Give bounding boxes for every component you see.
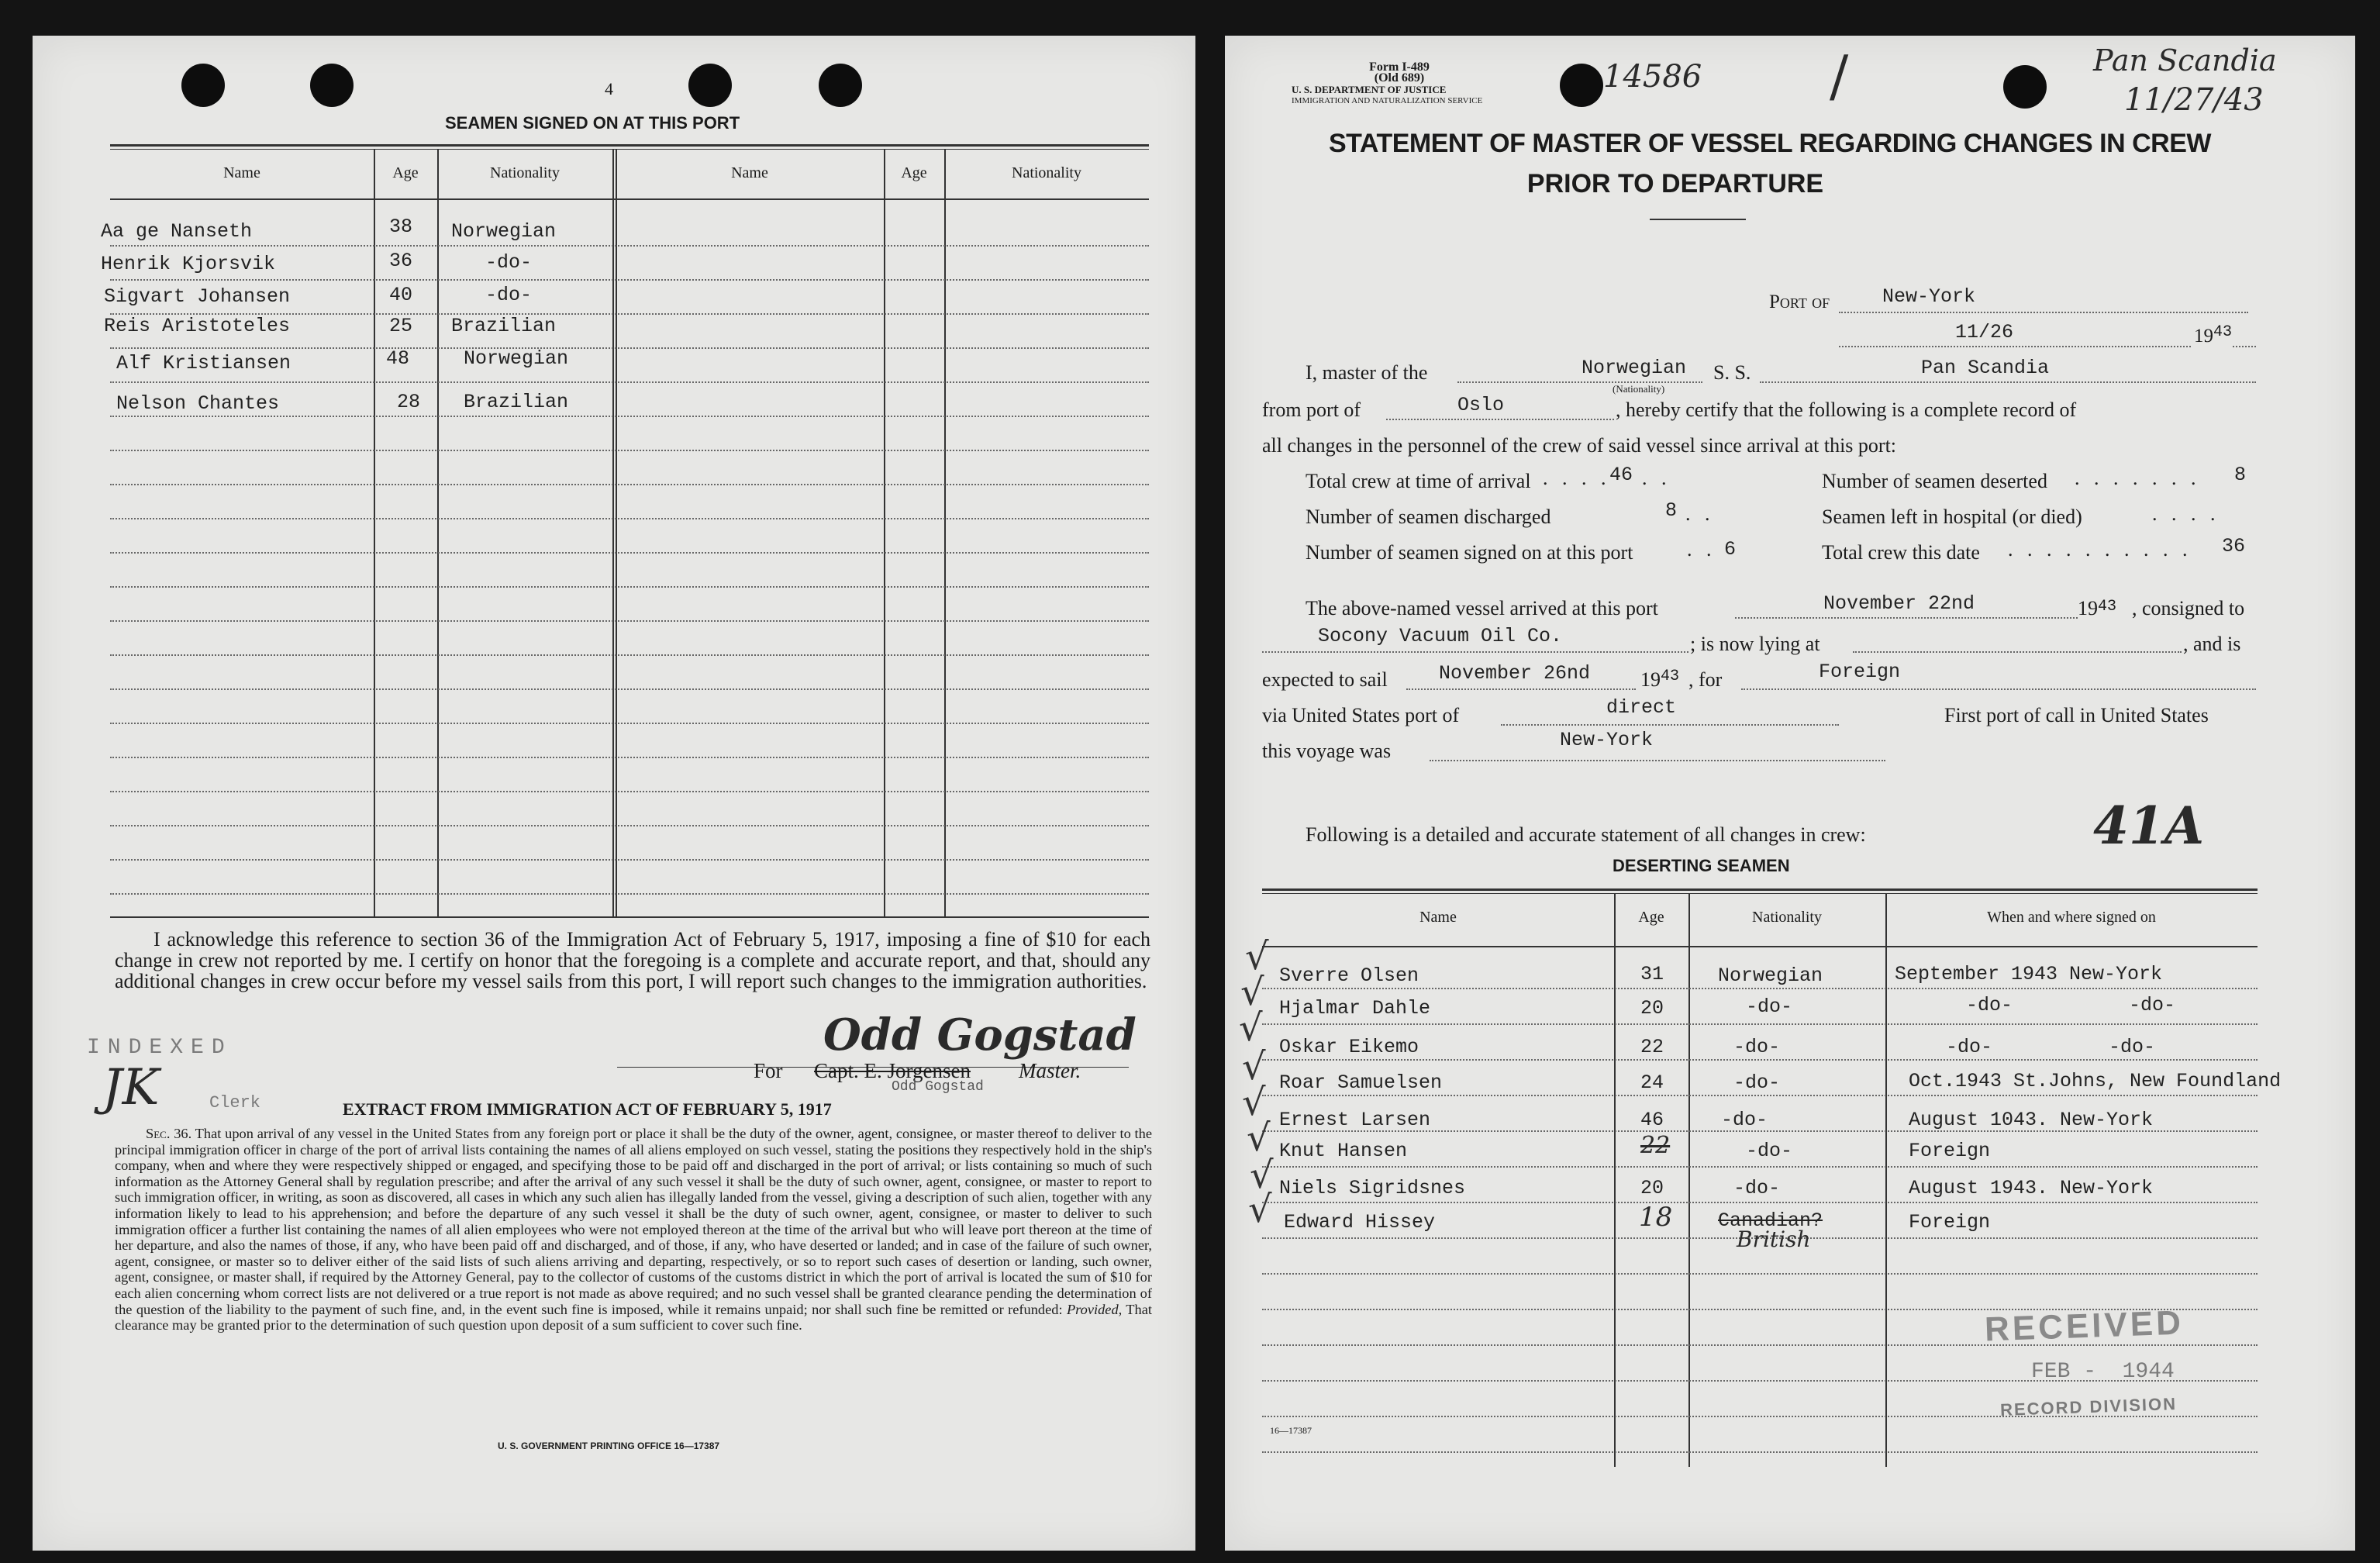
seaman-nationality: Norwegian — [464, 347, 569, 370]
total-crew-arrival-label: Total crew at time of arrival — [1306, 470, 1531, 492]
arrived-line — [1735, 617, 2078, 619]
column-divider — [437, 149, 439, 916]
col-header-nationality: Nationality — [490, 164, 560, 181]
punch-hole — [181, 64, 225, 107]
check-mark: √ — [1245, 935, 1269, 978]
form-old-number: (Old 689) — [1374, 71, 1425, 85]
col-header-age: Age — [1638, 909, 1664, 926]
table-bottom-rule — [110, 916, 1149, 918]
deserting-title: DESERTING SEAMEN — [1613, 856, 1790, 875]
extract-text — [115, 1126, 1152, 1334]
deserter-nationality: Norwegian — [1718, 964, 1823, 987]
table-row-rule — [110, 586, 1149, 588]
table-top-rule — [110, 149, 1149, 150]
check-mark: √ — [1239, 1006, 1263, 1050]
year-prefix: 19 — [1640, 668, 1661, 691]
deserter-nationality: -do- — [1721, 1109, 1768, 1131]
extract-body: That upon arrival of any vessel in the United States from any foreign port or place it shall be the duty of the owner, agent, consignee, or master thereof to deliver to the principal immigration officer in charge of the port of arrival lists containing the names of all aliens employed on such vessel, stating the positions they respectively hold in the ship's company, when and where they were respectively shipped or engaged, and specifying those to be paid off and discharged in the port of arrival; or lists containing so much of such information as the Attorney General shall by regulation prescribe; and after the arrival of any such vessel it shall be the duty of such owner, agent, consignee, or master to report to such immigration officer, in writing, as soon as discovered, all cases in which any such alien has illegally landed from the vessel, giving a description of such alien, together with any information likely to lead to his apprehension; and before the departure of any such vessel it shall be the duty of such owner, agent, consignee, or master to deliver to such immigration officer a further list containing the names of all alien employees who were not employed thereon at the time of the arrival but who will leave port thereon at the time of her departure, and also the names of those, if any, who have been paid off and discharged, and of those, if any, who have deserted or landed; and in case of the failure of such owner, agent, consignee, or master so to deliver either of the said lists of such aliens arriving and departing, respectively, or so to report such cases of desertion or landing, such owner, agent, consignee, or master shall, if required by the Attorney General, pay to the collector of customs of the customs district in which the port of arrival is located the sum of $10 for each alien concerning whom correct lists are not delivered or a true report is not made as above required; and no such vessel shall be granted clearance pending the determination of the question of the liability to the payment of such fine, and, in the event such fine is imposed, while it remains unpaid; nor shall such fine be remitted or refunded: — [115, 1126, 1153, 1317]
leader-dots: . . . . . . . . . . — [2008, 538, 2192, 561]
consignee-line — [1262, 651, 1688, 653]
form-number-block — [1349, 62, 1450, 84]
discharged: 8 — [1665, 499, 1678, 522]
table-row-rule — [110, 484, 1149, 485]
deserter-signed-on: September 1943 New-York — [1895, 963, 2163, 985]
arrived-value: November 22nd — [1823, 592, 1975, 615]
column-divider — [884, 149, 885, 916]
col-header-nationality: Nationality — [1012, 164, 1081, 181]
extract-title: EXTRACT FROM IMMIGRATION ACT OF FEBRUARY 5, 1917 — [343, 1099, 832, 1119]
table-top-rule — [1262, 893, 2258, 894]
signed-on-label: Number of seamen signed on at this port — [1306, 541, 1633, 564]
seaman-age: 38 — [389, 216, 413, 238]
extract-section-label: Sec. 36. — [146, 1126, 192, 1141]
table-row-rule — [110, 791, 1149, 792]
printing-office: U. S. GOVERNMENT PRINTING OFFICE 16—17387 — [498, 1441, 720, 1451]
destination: Foreign — [1819, 661, 1901, 683]
signature-typed-name: Odd Gogstad — [892, 1079, 984, 1095]
via-line — [1501, 724, 1839, 726]
master-label: Master. — [1019, 1059, 1081, 1082]
deserter-signed-on: Foreign — [1909, 1140, 1991, 1162]
seaman-age: 28 — [397, 391, 421, 413]
deserter-signed-on: Oct.1943 St.Johns, New Foundland — [1909, 1070, 2282, 1092]
ss-label: S. S. — [1713, 361, 1751, 384]
table-row-rule — [1262, 988, 2258, 989]
year — [2194, 323, 2233, 347]
seaman-name: Reis Aristoteles — [104, 315, 291, 337]
deserted: 8 — [2234, 464, 2247, 486]
lying-line — [1853, 651, 2182, 653]
section-title: SEAMEN SIGNED ON AT THIS PORT — [445, 113, 740, 133]
year-line — [2233, 346, 2256, 347]
col-header-name: Name — [1419, 909, 1457, 926]
table-row-rule — [110, 893, 1149, 895]
department: U. S. DEPARTMENT OF JUSTICE — [1292, 84, 1447, 95]
table-row-rule — [1262, 1023, 2258, 1025]
deserter-name: Knut Hansen — [1279, 1140, 1408, 1162]
received-stamp: RECEIVED — [1984, 1303, 2185, 1349]
check-mark: √ — [1247, 1116, 1271, 1160]
check-mark: / — [1830, 43, 1849, 109]
consigned-label: , consigned to — [2132, 597, 2245, 619]
arrived-year — [2078, 597, 2116, 620]
seaman-name: Nelson Chantes — [116, 392, 280, 415]
punch-hole — [1560, 64, 1603, 107]
deserter-nationality: Canadian? — [1718, 1209, 1823, 1232]
signed-on: 6 — [1724, 538, 1737, 561]
for-label: For — [754, 1059, 783, 1082]
table-header-rule — [1262, 946, 2258, 947]
table-row-rule — [110, 552, 1149, 554]
deserter-name: Oskar Eikemo — [1279, 1036, 1419, 1058]
sail-date-line — [1406, 688, 1636, 690]
deserter-signed-on: August 1043. New-York — [1909, 1109, 2154, 1131]
table-row-rule — [110, 825, 1149, 826]
total-crew-date-label: Total crew this date — [1822, 541, 1980, 564]
check-mark: √ — [1240, 971, 1264, 1014]
table-row-rule — [1262, 1273, 2258, 1275]
first-port-label: First port of call in United States — [1944, 704, 2209, 726]
table-row-rule — [110, 723, 1149, 724]
table-row-rule — [1262, 1451, 2258, 1453]
for-label: , for — [1688, 668, 1723, 691]
leader-dots: . . . . — [2152, 502, 2220, 525]
port-label: Port of — [1769, 292, 1830, 312]
from-port-value: Oslo — [1457, 394, 1505, 416]
deserter-nationality: -do- — [1733, 1177, 1781, 1199]
handwritten-date-note: 11/27/43 — [2124, 82, 2264, 118]
total-crew-date: 36 — [2222, 535, 2246, 557]
consignee: Socony Vacuum Oil Co. — [1318, 625, 1563, 647]
form-subtitle: PRIOR TO DEPARTURE — [1526, 169, 1824, 198]
deserter-age: 18 — [1639, 1202, 1673, 1233]
table-header-rule — [110, 198, 1149, 200]
struck-master-name: Capt. E. Jorgensen — [814, 1059, 971, 1082]
col-header-age: Age — [901, 164, 927, 181]
deserter-age: 22 — [1640, 1036, 1664, 1058]
col-header-age: Age — [392, 164, 419, 181]
table-row-rule — [110, 620, 1149, 622]
seaman-age: 40 — [389, 284, 413, 306]
table-top-rule — [1262, 888, 2258, 891]
deserter-name: Sverre Olsen — [1279, 964, 1419, 987]
seaman-nationality: Norwegian — [451, 220, 557, 243]
first-port-value: New-York — [1560, 729, 1654, 751]
table-row-rule — [110, 245, 1149, 247]
col-header-nationality: Nationality — [1752, 909, 1822, 926]
deserter-age: 22 — [1640, 1132, 1671, 1159]
column-divider — [374, 149, 375, 916]
leader-dots: . . — [1642, 467, 1671, 489]
from-port-line — [1386, 419, 1614, 420]
service: IMMIGRATION AND NATURALIZATION SERVICE — [1292, 96, 1483, 105]
changes-text: all changes in the personnel of the crew of said vessel since arrival at this port: — [1262, 434, 1897, 457]
table-row-rule — [110, 518, 1149, 519]
extract-tail: That clearance may be granted prior to the determination of such question upon deposit of a sum sufficient to cover such fine. — [115, 1301, 1152, 1334]
nationality-caption: (Nationality) — [1613, 383, 1665, 395]
table-row-rule — [110, 416, 1149, 417]
deserter-name: Edward Hissey — [1284, 1211, 1436, 1233]
deserter-name: Hjalmar Dahle — [1279, 997, 1431, 1020]
seaman-age: 48 — [386, 347, 410, 370]
table-row-rule — [110, 347, 1149, 349]
hospital-label: Seamen left in hospital (or died) — [1822, 505, 2082, 528]
table-row-rule — [110, 450, 1149, 451]
punch-hole — [310, 64, 354, 107]
and-is-label: , and is — [2183, 633, 2241, 655]
vessel-name: Pan Scandia — [1921, 357, 2050, 379]
col-header-name: Name — [731, 164, 768, 181]
received-date: FEB - 1944 — [2031, 1360, 2175, 1384]
indexed-initials: JK — [102, 1059, 160, 1116]
table-row-rule — [110, 859, 1149, 861]
year-prefix: 19 — [2194, 326, 2213, 347]
seaman-nationality: -do- — [485, 284, 533, 306]
year-prefix: 19 — [2078, 597, 2098, 619]
handwritten-vessel-note: Pan Scandia — [2093, 43, 2277, 78]
vessel-line — [1760, 381, 2256, 383]
column-divider — [616, 149, 617, 916]
deserter-nationality: -do- — [1746, 995, 1793, 1018]
destination-line — [1741, 688, 2256, 690]
date-line — [1839, 346, 2191, 347]
punch-hole — [2003, 65, 2047, 109]
deserter-signed-on: Foreign — [1909, 1211, 1991, 1233]
deserter-age: 31 — [1640, 963, 1664, 985]
seaman-nationality: -do- — [485, 251, 533, 274]
deserter-signed-on: August 1943. New-York — [1909, 1177, 2154, 1199]
lying-label: ; is now lying at — [1690, 633, 1820, 655]
date-value: 11/26 — [1955, 321, 2014, 343]
table-row-rule — [1262, 1059, 2258, 1061]
year-suffix: 43 — [2098, 598, 2117, 616]
seaman-name: Sigvart Johansen — [104, 285, 291, 308]
deserter-nationality: -do- — [1733, 1036, 1781, 1058]
deserter-name: Roar Samuelsen — [1279, 1071, 1443, 1094]
punch-hole — [688, 64, 732, 107]
seaman-nationality: Brazilian — [464, 391, 569, 413]
sail-year — [1640, 668, 1679, 692]
via-value: direct — [1606, 696, 1677, 719]
deserter-nationality: -do- — [1733, 1071, 1781, 1094]
page-number: 4 — [605, 79, 613, 98]
deserted-label: Number of seamen deserted — [1822, 470, 2047, 492]
punch-hole — [819, 64, 862, 107]
table-row-rule — [110, 688, 1149, 690]
deserter-signed-on: -do- -do- — [1946, 1036, 2156, 1058]
check-mark: √ — [1248, 1188, 1272, 1231]
deserter-age: 24 — [1640, 1071, 1664, 1094]
leader-dots: . . — [1685, 502, 1715, 525]
leader-dots: . . . . — [1543, 467, 1611, 489]
indexed-stamp: INDEXED — [87, 1036, 233, 1060]
deserter-nationality-correction: British — [1737, 1227, 1811, 1252]
port-line — [1839, 312, 2248, 313]
nationality-value: Norwegian — [1581, 357, 1687, 379]
seaman-age: 36 — [389, 250, 413, 272]
deserter-name: Niels Sigridsnes — [1279, 1177, 1466, 1199]
seaman-name: Aa ge Nanseth — [101, 220, 253, 243]
form-title: STATEMENT OF MASTER OF VESSEL REGARDING CHANGES IN CREW — [1329, 129, 2211, 158]
leader-dots: . . . . . . . — [2075, 467, 2201, 489]
col-header-signed-on: When and where signed on — [1987, 909, 2156, 926]
deserter-age: 20 — [1640, 997, 1664, 1020]
table-row-rule — [1262, 1095, 2258, 1096]
indexed-clerk: Clerk — [209, 1093, 261, 1113]
col-header-name: Name — [223, 164, 260, 181]
expected-label: expected to sail — [1262, 668, 1388, 691]
received-division: RECORD DIVISION — [1999, 1394, 2178, 1420]
right-page — [1225, 36, 2355, 1551]
deserter-signed-on: -do- -do- — [1966, 994, 2176, 1016]
master-of-label: I, master of the — [1306, 361, 1428, 384]
footer-code: 16—17387 — [1270, 1425, 1312, 1436]
master-signature: Odd Gogstad — [823, 1009, 1137, 1061]
table-top-rule — [110, 144, 1149, 147]
table-row-rule — [1262, 1166, 2258, 1168]
table-row-rule — [110, 381, 1149, 383]
total-crew-arrival: 46 — [1609, 464, 1633, 486]
sail-date: November 26nd — [1439, 662, 1591, 685]
via-label: via United States port of — [1262, 704, 1460, 726]
following-text: Following is a detailed and accurate statement of all changes in crew: — [1306, 823, 1866, 846]
certify-text: , hereby certify that the following is a complete record of — [1616, 399, 2077, 421]
port-value: New-York — [1882, 285, 1976, 308]
table-row-rule — [110, 654, 1149, 656]
year-suffix: 43 — [1661, 668, 1680, 685]
table-row-rule — [110, 279, 1149, 281]
form-number: Form I-489 — [1369, 60, 1430, 74]
first-port-line — [1430, 760, 1885, 761]
nationality-line — [1457, 381, 1702, 383]
deserter-nationality: -do- — [1746, 1140, 1793, 1162]
check-mark: √ — [1242, 1081, 1266, 1124]
seaman-age: 25 — [389, 315, 413, 337]
arrived-label: The above-named vessel arrived at this port — [1306, 597, 1658, 619]
title-rule — [1650, 219, 1746, 220]
table-row-rule — [110, 757, 1149, 758]
discharged-label: Number of seamen discharged — [1306, 505, 1551, 528]
column-divider — [612, 149, 614, 916]
extract-provided: Provided, — [1066, 1301, 1123, 1317]
deserter-name: Ernest Larsen — [1279, 1109, 1431, 1131]
seaman-nationality: Brazilian — [451, 315, 557, 337]
acknowledgement-text: I acknowledge this reference to section 36 of the Immigration Act of February 5, 1917, imposing a fine of $10 for each change in crew not reported by me. I certify on honor that the foregoing is a complete and accurate report, and that, should any additional changes in crew occur before my vessel sails from this port, I will report such changes to the immigration authorities. — [115, 928, 1150, 992]
deserter-age: 20 — [1640, 1177, 1664, 1199]
handwritten-code: 41A — [2093, 795, 2205, 856]
leader-dots: . . — [1687, 538, 1716, 561]
seaman-name: Henrik Kjorsvik — [101, 253, 276, 275]
check-mark: √ — [1250, 1154, 1274, 1197]
from-port-label: from port of — [1262, 399, 1361, 421]
file-number: 14586 — [1603, 59, 1702, 95]
year-suffix: 43 — [2213, 323, 2233, 341]
seaman-name: Alf Kristiansen — [116, 352, 291, 374]
left-page — [33, 36, 1195, 1551]
check-mark: √ — [1242, 1045, 1266, 1089]
column-divider — [944, 149, 946, 916]
voyage-label: this voyage was — [1262, 740, 1392, 762]
deserter-age: 46 — [1640, 1109, 1664, 1131]
table-row-rule — [1262, 1202, 2258, 1203]
